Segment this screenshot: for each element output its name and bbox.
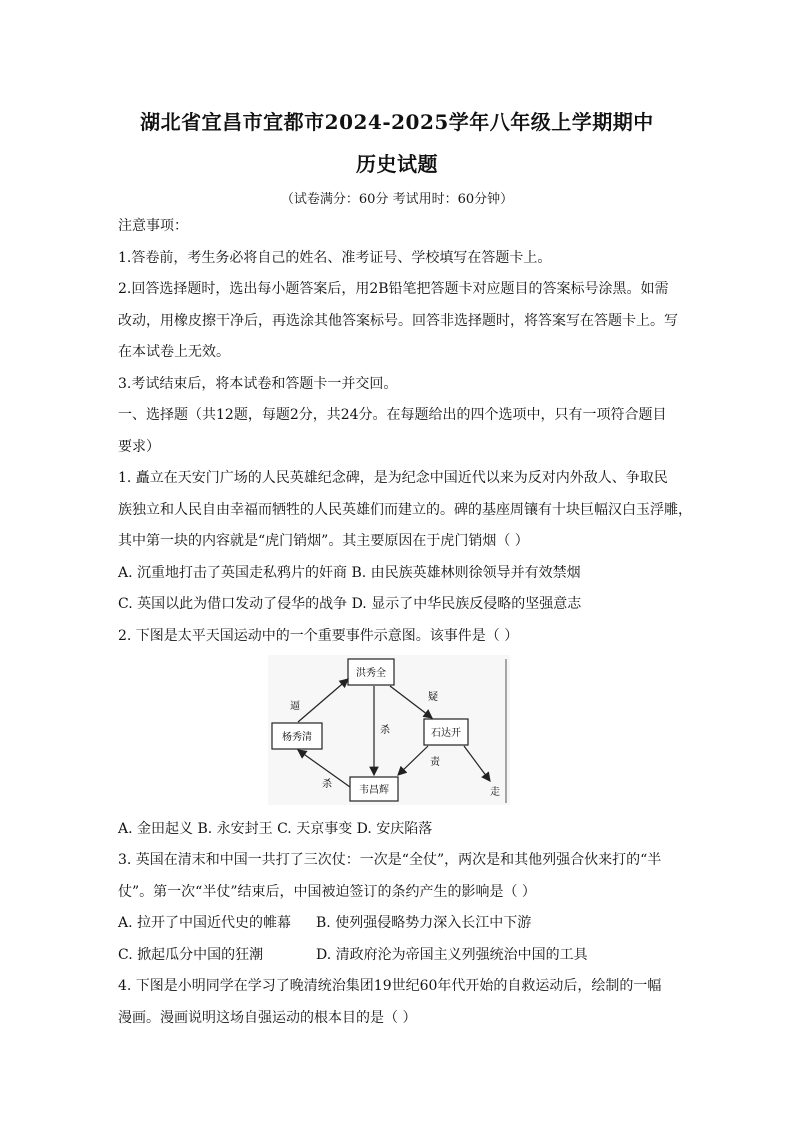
- box-hong-xiuquan: [348, 659, 394, 685]
- q3-stem-line-1: 3. 英国在清末和中国一共打了三次仗：一次是“全仗”，两次是和其他列强合伙来打的“半: [118, 852, 662, 868]
- label-zou: 走: [490, 787, 500, 798]
- q1-options-cd: C. 英国以此为借口发动了侵华的战争 D. 显示了中华民族反侵略的坚强意志: [118, 596, 582, 612]
- exam-info: （试卷满分：60分 考试用时：60分钟）: [280, 192, 514, 207]
- box-wei-changhui: [350, 777, 398, 801]
- box-yang-xiuqing-label: 杨秀清: [282, 732, 312, 743]
- notes-heading: 注意事项：: [118, 218, 188, 234]
- q3-stem-line-2: 仗”。第一次“半仗”结束后，中国被迫签订的条约产生的影响是（ ）: [118, 883, 536, 900]
- q3-option-c: C. 掀起瓜分中国的狂潮: [118, 947, 264, 963]
- section-1-heading-cont: 要求）: [118, 438, 160, 455]
- notes-item-2-line-1: 2.回答选择题时，选出每小题答案后，用2B铅笔把答题卡对应题目的答案标号涂黑。如需: [118, 281, 669, 297]
- q4-stem-line-1: 4. 下图是小明同学在学习了晚清统治集团19世纪60年代开始的自救运动后，绘制的一幅: [118, 978, 662, 994]
- box-yang-xiuqing: [272, 723, 322, 749]
- q2-event-diagram: [268, 655, 510, 805]
- notes-item-1: 1.答卷前，考生务必将自己的姓名、准考证号、学校填写在答题卡上。: [118, 249, 552, 266]
- q2-stem: 2. 下图是太平天国运动中的一个重要事件示意图。该事件是（ ）: [118, 627, 519, 644]
- box-shi-dakai: [424, 719, 468, 745]
- q1-stem-line-3: 其中第一块的内容就是“虎门销烟”。其主要原因在于虎门销烟（ ）: [118, 533, 529, 549]
- notes-item-2-line-2: 改动，用橡皮擦干净后，再选涂其他答案标号。回答非选择题时，将答案写在答题卡上。写: [118, 312, 678, 329]
- q4-section: [118, 971, 684, 1034]
- box-hong-xiuquan-label: 洪秀全: [356, 668, 386, 679]
- q3-option-b: B. 使列强侵略势力深入长江中下游: [316, 915, 532, 931]
- q2-options: A. 金田起义 B. 永安封王 C. 天京事变 D. 安庆陷落: [118, 821, 433, 837]
- section-1-heading: 一、选择题（共12题，每题2分，共24分。在每题给出的四个选项中，只有一项符合题目: [118, 407, 667, 423]
- notes-item-2-line-3: 在本试卷上无效。: [118, 344, 230, 360]
- notes-item-3: 3.考试结束后，将本试卷和答题卡一并交回。: [118, 375, 398, 392]
- label-bi: 逼: [290, 701, 300, 712]
- label-sha-1: 杀: [380, 725, 390, 736]
- q3-option-d: D. 清政府沦为帝国主义列强统治中国的工具: [316, 947, 588, 963]
- q3-section: [118, 845, 684, 908]
- label-sha-2: 杀: [322, 779, 332, 790]
- exam-subject: 历史试题: [356, 152, 438, 176]
- q4-stem-line-2: 漫画。漫画说明这场自强运动的根本目的是（ ）: [118, 1009, 417, 1026]
- q1-options-ab: A. 沉重地打击了英国走私鸦片的奸商 B. 由民族英雄林则徐领导并有效禁烟: [118, 564, 581, 581]
- label-ze: 责: [430, 757, 440, 768]
- q1-stem-line-1: 1. 矗立在天安门广场的人民英雄纪念碑，是为纪念中国近代以来为反对内外敌人、争取民: [118, 470, 668, 486]
- exam-title: 湖北省宜昌市宜都市2024-2025学年八年级上学期期中: [140, 110, 654, 134]
- q3-option-a: A. 拉开了中国近代史的帷幕: [118, 915, 292, 931]
- box-shi-dakai-label: 石达开: [431, 728, 461, 739]
- box-wei-changhui-label: 韦昌辉: [359, 785, 389, 796]
- label-yi: 疑: [428, 692, 438, 703]
- q1-stem-line-2: 族独立和人民自由幸福而牺牲的人民英雄们而建立的。碑的基座周镶有十块巨幅汉白玉浮雕，: [118, 501, 692, 518]
- notes-section: [118, 211, 692, 652]
